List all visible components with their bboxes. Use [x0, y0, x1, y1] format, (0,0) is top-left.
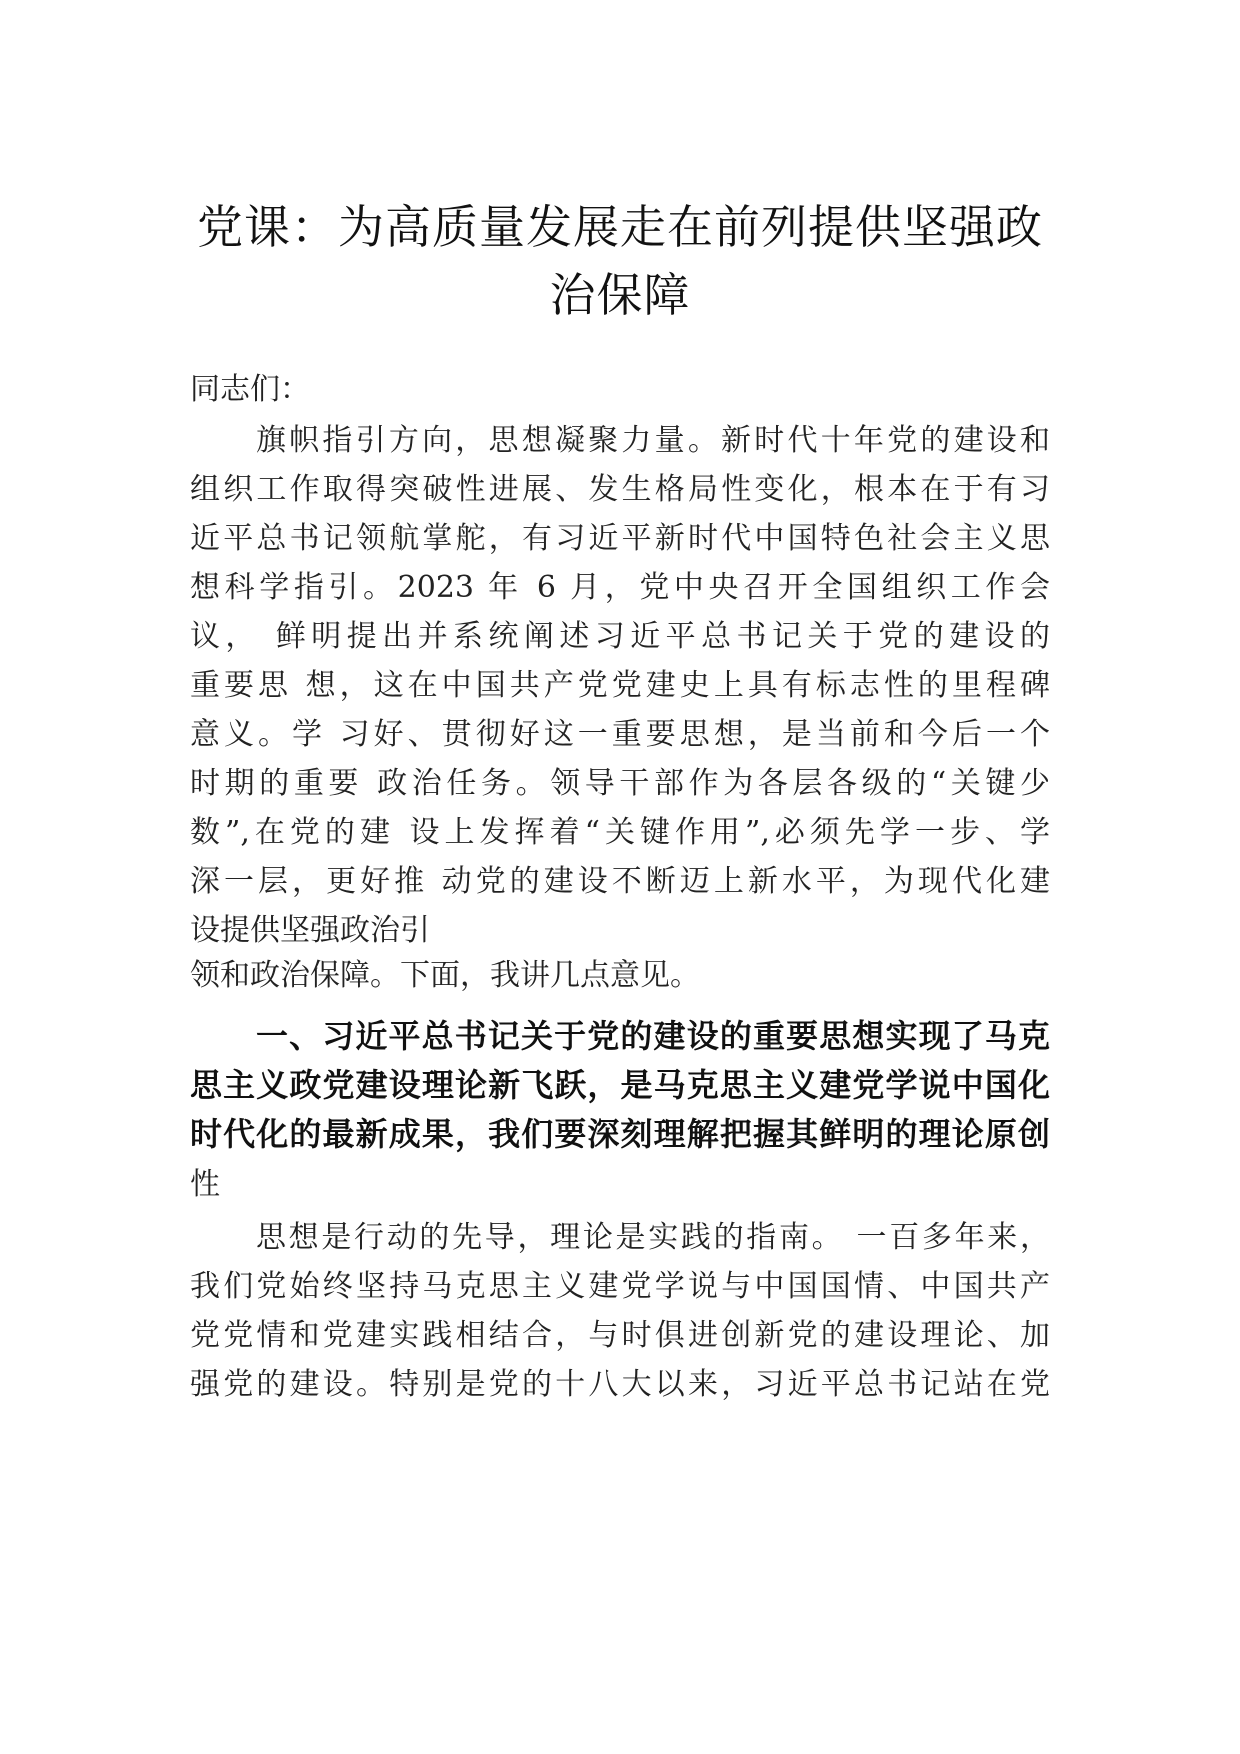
intro-line: 时期的重要 政治任务。领导干部作为各层各级的“关键少 [190, 766, 1050, 801]
body-line: 我们党始终坚持马克思主义建党学说与中国国情、中国共产 [190, 1269, 1050, 1304]
greeting: 同志们： [190, 372, 310, 407]
body-line: 强党的建设。特别是党的十八大以来，习近平总书记站在党 [190, 1367, 1050, 1402]
section-heading-line: 性 [190, 1167, 220, 1202]
document-title-line-2: 治保障 [549, 268, 691, 322]
intro-line: 想科学指引。2023 年 6 月，党中央召开全国组织工作会 [190, 570, 1050, 605]
section-heading-line: 时代化的最新成果，我们要深刻理解把握其鲜明的理论原创 [190, 1115, 1050, 1153]
intro-line: 领和政治保障。下面，我讲几点意见。 [190, 958, 700, 993]
section-heading-line: 思主义政党建设理论新飞跃，是马克思主义建党学说中国化 [190, 1066, 1050, 1104]
intro-line: 意义。学 习好、贯彻好这一重要思想，是当前和今后一个 [190, 717, 1050, 752]
intro-line: 深一层，更好推 动党的建设不断迈上新水平，为现代化建 [190, 864, 1050, 899]
document-title-line-1: 党课：为高质量发展走在前列提供坚强政 [197, 200, 1043, 254]
intro-line: 旗帜指引方向，思想凝聚力量。新时代十年党的建设和 [256, 423, 1050, 458]
intro-line: 重要思 想，这在中国共产党党建史上具有标志性的里程碑 [190, 668, 1050, 703]
intro-line: 设提供坚强政治引 [190, 913, 430, 948]
intro-line: 近平总书记领航掌舵，有习近平新时代中国特色社会主义思 [190, 521, 1050, 556]
intro-line: 数”,在党的建 设上发挥着“关键作用”,必须先学一步、学 [190, 815, 1050, 850]
intro-line: 议， 鲜明提出并系统阐述习近平总书记关于党的建设的 [190, 619, 1050, 654]
intro-line: 组织工作取得突破性进展、发生格局性变化，根本在于有习 [190, 472, 1050, 507]
body-line: 思想是行动的先导，理论是实践的指南。 一百多年来， [256, 1220, 1050, 1255]
body-line: 党党情和党建实践相结合，与时俱进创新党的建设理论、加 [190, 1318, 1050, 1353]
section-heading-line: 一、习近平总书记关于党的建设的重要思想实现了马克 [256, 1017, 1050, 1055]
